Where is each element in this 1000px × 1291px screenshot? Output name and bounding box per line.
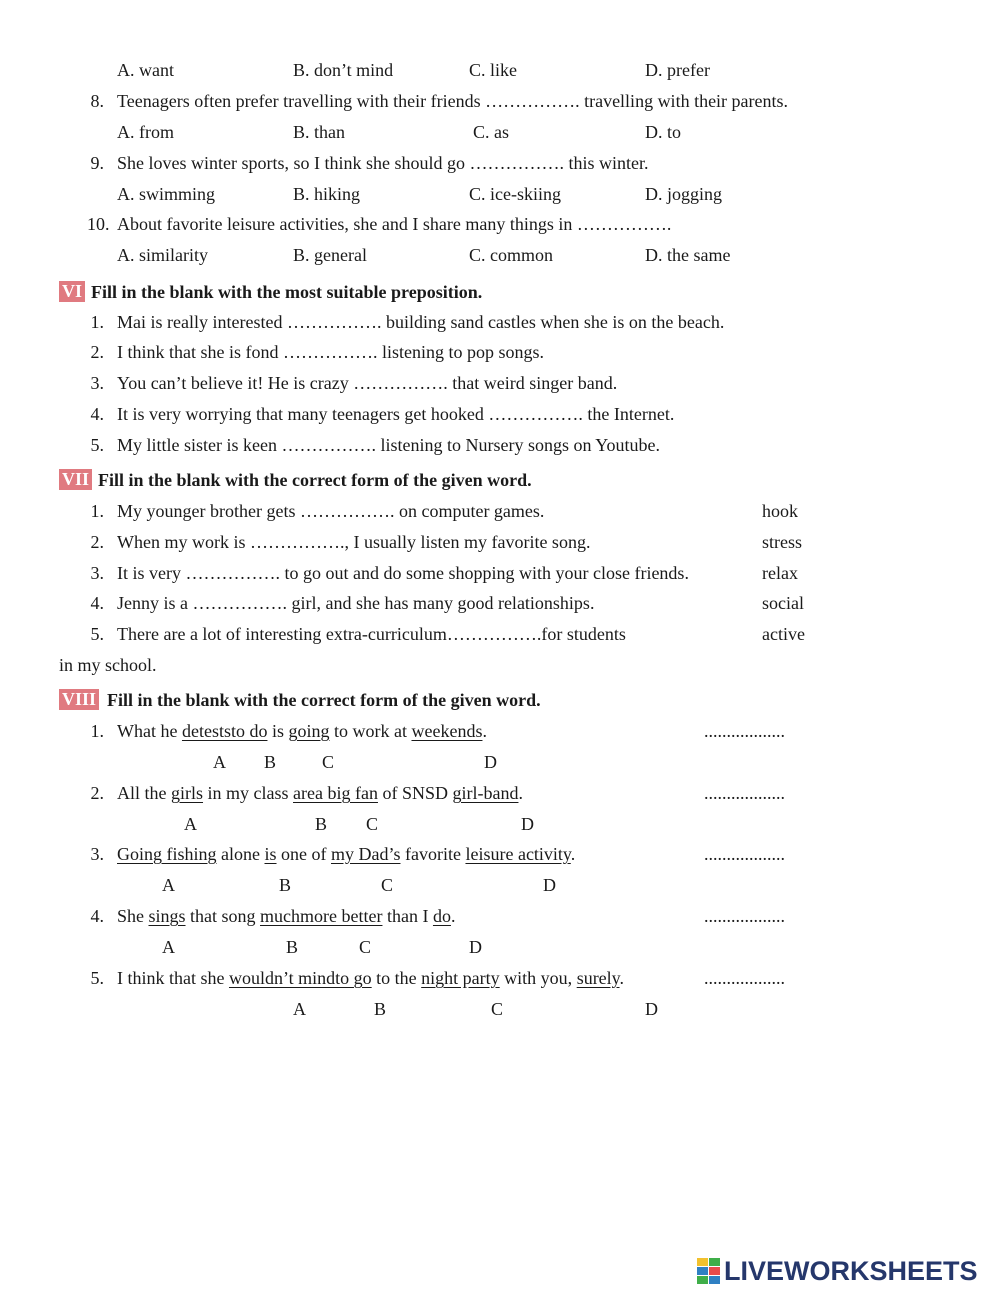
option-b: B. general	[293, 245, 367, 265]
sentence-part: alone	[216, 844, 265, 864]
liveworksheets-logo	[697, 1258, 978, 1284]
letter-b: B	[279, 875, 292, 895]
option-d: D. the same	[645, 245, 731, 265]
option-d: D. prefer	[645, 60, 710, 80]
question-number: 8.	[90, 91, 104, 111]
question-number: 2.	[90, 342, 104, 362]
letter-c: C	[322, 752, 335, 772]
section-title: Fill in the blank with the most suitable preposition.	[91, 282, 483, 302]
option-c: C. ice-skiing	[469, 184, 561, 204]
underlined-part: deteststo do	[181, 721, 268, 741]
letter-c: C	[491, 999, 504, 1019]
question-number: 1.	[90, 721, 104, 741]
letter-c: C	[366, 814, 379, 834]
question-text: Mai is really interested ……………. building sand castles when she is on the beach.	[117, 312, 725, 332]
sentence-part: .	[450, 906, 456, 926]
option-c: C. common	[469, 245, 553, 265]
question-number: 1.	[90, 501, 104, 521]
letter-d: D	[521, 814, 534, 834]
underlined-part: girl-band	[452, 783, 519, 803]
question-number: 9.	[90, 153, 104, 173]
error-sentence	[117, 967, 624, 989]
underlined-part: surely	[576, 968, 620, 988]
option-d: D. jogging	[645, 184, 723, 204]
question-number: 10.	[87, 214, 110, 234]
logo-text: LIVEWORKSHEETS	[724, 1256, 978, 1286]
question-number: 4.	[90, 906, 104, 926]
question-text: You can’t believe it! He is crazy ……………. that weird singer band.	[117, 373, 618, 393]
sentence-part: of SNSD	[377, 783, 453, 803]
option-a: A. from	[117, 122, 174, 142]
option-c: C. as	[473, 122, 509, 142]
question-text: It is very ……………. to go out and do some shopping with your close friends.	[117, 563, 689, 583]
question-number: 5.	[90, 435, 104, 455]
option-b: B. than	[293, 122, 345, 142]
answer-blank[interactable]: ..................	[704, 783, 785, 803]
sentence-part: All the	[117, 783, 171, 803]
underlined-part: girls	[171, 783, 204, 803]
letter-d: D	[645, 999, 658, 1019]
letter-b: B	[315, 814, 328, 834]
given-word: social	[762, 593, 804, 613]
sentence-part: .	[570, 844, 576, 864]
sentence-part: to the	[371, 968, 422, 988]
question-number: 1.	[90, 312, 104, 332]
underlined-part: night party	[421, 968, 500, 988]
question-text: It is very worrying that many teenagers get hooked ……………. the Internet.	[117, 404, 675, 424]
option-a: A. swimming	[117, 184, 216, 204]
underlined-part: sings	[148, 906, 186, 926]
sentence-part: .	[619, 968, 625, 988]
underlined-part: is	[264, 844, 277, 864]
section-title: Fill in the blank with the correct form of the given word.	[98, 470, 532, 490]
error-sentence	[117, 782, 523, 804]
option-d: D. to	[645, 122, 681, 142]
question-number: 3.	[90, 563, 104, 583]
question-text: About favorite leisure activities, she and I share many things in …………….	[117, 214, 672, 234]
answer-blank[interactable]: ..................	[704, 906, 785, 926]
sentence-part: is	[267, 721, 289, 741]
letter-b: B	[286, 937, 299, 957]
question-text: Jenny is a ……………. girl, and she has many good relationships.	[117, 593, 595, 613]
sentence-part: one of	[276, 844, 331, 864]
letter-c: C	[359, 937, 372, 957]
question-text: My little sister is keen ……………. listening to Nursery songs on Youtube.	[117, 435, 660, 455]
question-text: My younger brother gets ……………. on computer games.	[117, 501, 545, 521]
question-number: 4.	[90, 593, 104, 613]
letter-d: D	[469, 937, 482, 957]
sentence-part: that song	[185, 906, 261, 926]
question-text: I think that she is fond ……………. listening to pop songs.	[117, 342, 544, 362]
question-text: When my work is ……………., I usually listen my favorite song.	[117, 532, 591, 552]
option-b: B. hiking	[293, 184, 361, 204]
question-number: 2.	[90, 783, 104, 803]
sentence-part: I think that she	[117, 968, 229, 988]
sentence-part: in my class	[203, 783, 294, 803]
option-a: A. similarity	[117, 245, 208, 265]
letter-b: B	[374, 999, 387, 1019]
option-c: C. like	[469, 60, 517, 80]
question-number: 3.	[90, 373, 104, 393]
letter-d: D	[543, 875, 556, 895]
letter-b: B	[264, 752, 277, 772]
question-number: 5.	[90, 968, 104, 988]
question-number: 4.	[90, 404, 104, 424]
answer-blank[interactable]: ..................	[704, 721, 785, 741]
sentence-part: .	[482, 721, 487, 741]
sentence-part: .	[518, 783, 523, 803]
question-number: 5.	[90, 624, 104, 644]
section-tag: VI	[59, 281, 85, 302]
underlined-part: area big fan	[293, 783, 378, 803]
letter-a: A	[213, 752, 226, 772]
section-tag: VIII	[59, 689, 99, 710]
answer-blank[interactable]: ..................	[704, 968, 785, 988]
sentence-part: What he	[117, 721, 182, 741]
given-word: stress	[762, 532, 802, 552]
question-text: Teenagers often prefer travelling with their friends ……………. travelling with their parents.	[117, 91, 789, 111]
sentence-part: favorite	[400, 844, 466, 864]
given-word: relax	[762, 563, 798, 583]
letter-d: D	[484, 752, 497, 772]
underlined-part: weekends	[411, 721, 483, 741]
question-text: She loves winter sports, so I think she should go ……………. this winter.	[117, 153, 649, 173]
underlined-part: leisure activity	[465, 844, 571, 864]
letter-c: C	[381, 875, 394, 895]
given-word: hook	[762, 501, 798, 521]
liveworksheets-blocks-icon	[697, 1258, 721, 1284]
option-b: B. don’t mind	[293, 60, 394, 80]
answer-blank[interactable]: ..................	[704, 844, 785, 864]
question-number: 2.	[90, 532, 104, 552]
sentence-part: She	[117, 906, 149, 926]
question-text-continuation: in my school.	[59, 655, 157, 675]
underlined-part: Going fishing	[117, 844, 217, 864]
question-text: There are a lot of interesting extra-curriculum…………….for students	[117, 624, 626, 644]
option-a: A. want	[117, 60, 174, 80]
error-sentence	[117, 905, 455, 927]
letter-a: A	[162, 937, 175, 957]
underlined-part: going	[288, 721, 330, 741]
letter-a: A	[293, 999, 306, 1019]
section-tag: VII	[59, 469, 92, 490]
letter-a: A	[184, 814, 197, 834]
underlined-part: muchmore better	[260, 906, 383, 926]
letter-a: A	[162, 875, 175, 895]
underlined-part: do	[432, 906, 451, 926]
sentence-part: to work at	[329, 721, 412, 741]
sentence-part: with you,	[499, 968, 577, 988]
underlined-part: my Dad’s	[331, 844, 401, 864]
section-title: Fill in the blank with the correct form of the given word.	[107, 690, 541, 710]
question-number: 3.	[90, 844, 104, 864]
given-word: active	[762, 624, 805, 644]
underlined-part: wouldn’t mindto go	[228, 968, 372, 988]
sentence-part: than I	[382, 906, 433, 926]
error-sentence	[117, 720, 487, 742]
error-sentence	[117, 843, 575, 865]
